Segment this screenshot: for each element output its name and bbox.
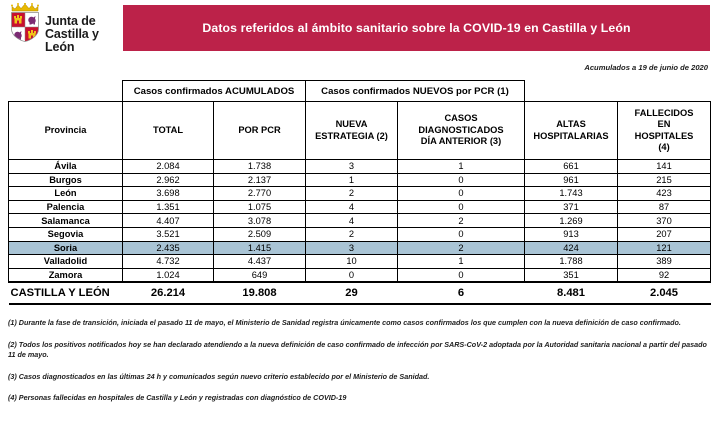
logo-line-1: Junta de <box>45 14 96 28</box>
cell-dia-anterior: 2 <box>398 214 525 228</box>
covid-data-table <box>8 80 711 305</box>
footnotes-section <box>8 318 708 415</box>
cell-altas: 961 <box>525 173 618 187</box>
cell-por-pcr: 2.770 <box>214 187 306 201</box>
cell-altas: 661 <box>525 160 618 174</box>
table-body <box>9 160 711 304</box>
cell-nueva-estrategia: 1 <box>306 173 398 187</box>
group-header-nuevos: Casos confirmados NUEVOS por PCR (1) <box>306 81 525 102</box>
cell-fallecidos: 423 <box>618 187 711 201</box>
cell-altas: 371 <box>525 200 618 214</box>
col-header-fall-line2: EN <box>657 119 671 129</box>
total-cell-total: 26.214 <box>123 282 214 304</box>
table-group-header-row <box>9 81 711 102</box>
col-header-total: TOTAL <box>123 102 214 160</box>
col-header-fallecidos <box>618 102 711 160</box>
table-row <box>9 214 711 228</box>
col-header-provincia: Provincia <box>9 102 123 160</box>
cell-nueva-estrategia: 3 <box>306 241 398 255</box>
covid-data-table-container <box>8 80 710 305</box>
cell-fallecidos: 389 <box>618 255 711 269</box>
cell-total: 3.521 <box>123 227 214 241</box>
cell-provincia: Segovia <box>9 227 123 241</box>
cell-por-pcr: 3.078 <box>214 214 306 228</box>
table-row <box>9 268 711 282</box>
cell-provincia: León <box>9 187 123 201</box>
cell-provincia: Salamanca <box>9 214 123 228</box>
col-header-dia-line3: DÍA ANTERIOR (3) <box>420 136 502 147</box>
cell-por-pcr: 4.437 <box>214 255 306 269</box>
table-row <box>9 227 711 241</box>
cell-nueva-estrategia: 2 <box>306 227 398 241</box>
cell-provincia: Palencia <box>9 200 123 214</box>
cell-altas: 1.269 <box>525 214 618 228</box>
col-header-dia-line1: CASOS <box>444 113 478 124</box>
total-cell-fallecidos: 2.045 <box>618 282 711 304</box>
cell-altas: 913 <box>525 227 618 241</box>
col-header-fall-line3: HOSPITALES <box>634 130 694 141</box>
cell-total: 4.732 <box>123 255 214 269</box>
cell-nueva-estrategia: 4 <box>306 214 398 228</box>
cell-por-pcr: 2.137 <box>214 173 306 187</box>
total-cell-provincia: CASTILLA Y LEÓN <box>9 282 123 304</box>
cell-dia-anterior: 1 <box>398 255 525 269</box>
cell-dia-anterior: 1 <box>398 160 525 174</box>
cell-dia-anterior: 0 <box>398 227 525 241</box>
footnote-4: (4) Personas fallecidas en hospitales de Castilla y León y registradas con diagnóstico de COVID-19 <box>8 393 347 402</box>
cell-nueva-estrategia: 0 <box>306 268 398 282</box>
table-row <box>9 200 711 214</box>
footnote-3: (3) Casos diagnosticados en las últimas 24 h y comunicados según nuevo criterio establecido por el Ministerio de Sanidad. <box>8 371 430 381</box>
cell-provincia: Burgos <box>9 173 123 187</box>
total-cell-por-pcr: 19.808 <box>214 282 306 304</box>
total-cell-dia-anterior: 6 <box>398 282 525 304</box>
col-header-nueva-line2: ESTRATEGIA (2) <box>315 130 388 141</box>
shield-icon <box>11 12 39 42</box>
cell-total: 2.084 <box>123 160 214 174</box>
group-header-acumulados: Casos confirmados ACUMULADOS <box>123 81 306 102</box>
crown-icon <box>11 3 39 12</box>
footnote-2: (2) Todos los positivos notificados hoy se han declarado atendiendo a la nueva definición de caso confirmado de infección por SARS-CoV-2 adoptada por la Autoridad sanitaria nacional a partir del pasado 11 de mayo. <box>8 339 707 359</box>
cell-provincia: Ávila <box>9 160 123 174</box>
cell-provincia: Zamora <box>9 268 123 282</box>
table-row <box>9 241 711 255</box>
cell-altas: 351 <box>525 268 618 282</box>
table-row <box>9 160 711 174</box>
table-column-header-row <box>9 102 711 160</box>
cell-dia-anterior: 0 <box>398 200 525 214</box>
col-header-fall-line4: (4) <box>658 142 670 152</box>
cell-fallecidos: 92 <box>618 268 711 282</box>
footnote-1: (1) Durante la fase de transición, iniciada el pasado 11 de mayo, el Ministerio de Sanidad registra únicamente como casos confirmados los que cumplen con la nueva definición de caso confirmado. <box>8 318 681 327</box>
cell-altas: 424 <box>525 241 618 255</box>
cell-por-pcr: 1.075 <box>214 200 306 214</box>
page-header <box>0 0 714 58</box>
cell-nueva-estrategia: 10 <box>306 255 398 269</box>
col-header-dia-line2: DIAGNOSTICADOS <box>418 124 504 135</box>
cell-altas: 1.788 <box>525 255 618 269</box>
coat-of-arms-icon <box>8 3 42 43</box>
table-row <box>9 255 711 269</box>
total-cell-nueva-estrategia: 29 <box>306 282 398 304</box>
banner-title-text: Datos referidos al ámbito sanitario sobre la COVID-19 en Castilla y León <box>202 21 631 35</box>
cell-por-pcr: 1.415 <box>214 241 306 255</box>
cell-total: 3.698 <box>123 187 214 201</box>
junta-castilla-leon-logo <box>8 2 120 54</box>
cell-por-pcr: 649 <box>214 268 306 282</box>
logo-wordmark <box>45 2 120 54</box>
group-header-fallecidos-spacer <box>618 81 711 102</box>
cell-nueva-estrategia: 2 <box>306 187 398 201</box>
title-banner <box>123 5 710 51</box>
cell-nueva-estrategia: 4 <box>306 200 398 214</box>
table-total-row <box>9 282 711 304</box>
logo-line-2: Castilla y León <box>45 27 99 54</box>
cell-total: 1.024 <box>123 268 214 282</box>
table-row <box>9 173 711 187</box>
cell-fallecidos: 370 <box>618 214 711 228</box>
table-row <box>9 187 711 201</box>
col-header-nueva-estrategia <box>306 102 398 160</box>
col-header-por-pcr: POR PCR <box>214 102 306 160</box>
col-header-dia-anterior <box>398 102 525 160</box>
col-header-altas <box>525 102 618 160</box>
col-header-nueva-line1: NUEVA <box>335 119 368 129</box>
col-header-altas-line2: HOSPITALARIAS <box>533 130 609 141</box>
cell-por-pcr: 2.509 <box>214 227 306 241</box>
cell-total: 2.962 <box>123 173 214 187</box>
cell-fallecidos: 121 <box>618 241 711 255</box>
cell-dia-anterior: 0 <box>398 268 525 282</box>
cell-dia-anterior: 2 <box>398 241 525 255</box>
cell-dia-anterior: 0 <box>398 187 525 201</box>
cell-total: 2.435 <box>123 241 214 255</box>
cell-fallecidos: 215 <box>618 173 711 187</box>
cell-nueva-estrategia: 3 <box>306 160 398 174</box>
cell-provincia: Valladolid <box>9 255 123 269</box>
cell-total: 4.407 <box>123 214 214 228</box>
col-header-altas-line1: ALTAS <box>556 119 586 129</box>
group-header-spacer <box>9 81 123 102</box>
cell-provincia: Soria <box>9 241 123 255</box>
col-header-fall-line1: FALLECIDOS <box>634 107 694 118</box>
cell-dia-anterior: 0 <box>398 173 525 187</box>
total-cell-altas: 8.481 <box>525 282 618 304</box>
cell-fallecidos: 207 <box>618 227 711 241</box>
accumulated-date-note: Acumulados a 19 de junio de 2020 <box>584 63 708 72</box>
cell-fallecidos: 141 <box>618 160 711 174</box>
cell-por-pcr: 1.738 <box>214 160 306 174</box>
group-header-altas-spacer <box>525 81 618 102</box>
cell-fallecidos: 87 <box>618 200 711 214</box>
cell-total: 1.351 <box>123 200 214 214</box>
cell-altas: 1.743 <box>525 187 618 201</box>
